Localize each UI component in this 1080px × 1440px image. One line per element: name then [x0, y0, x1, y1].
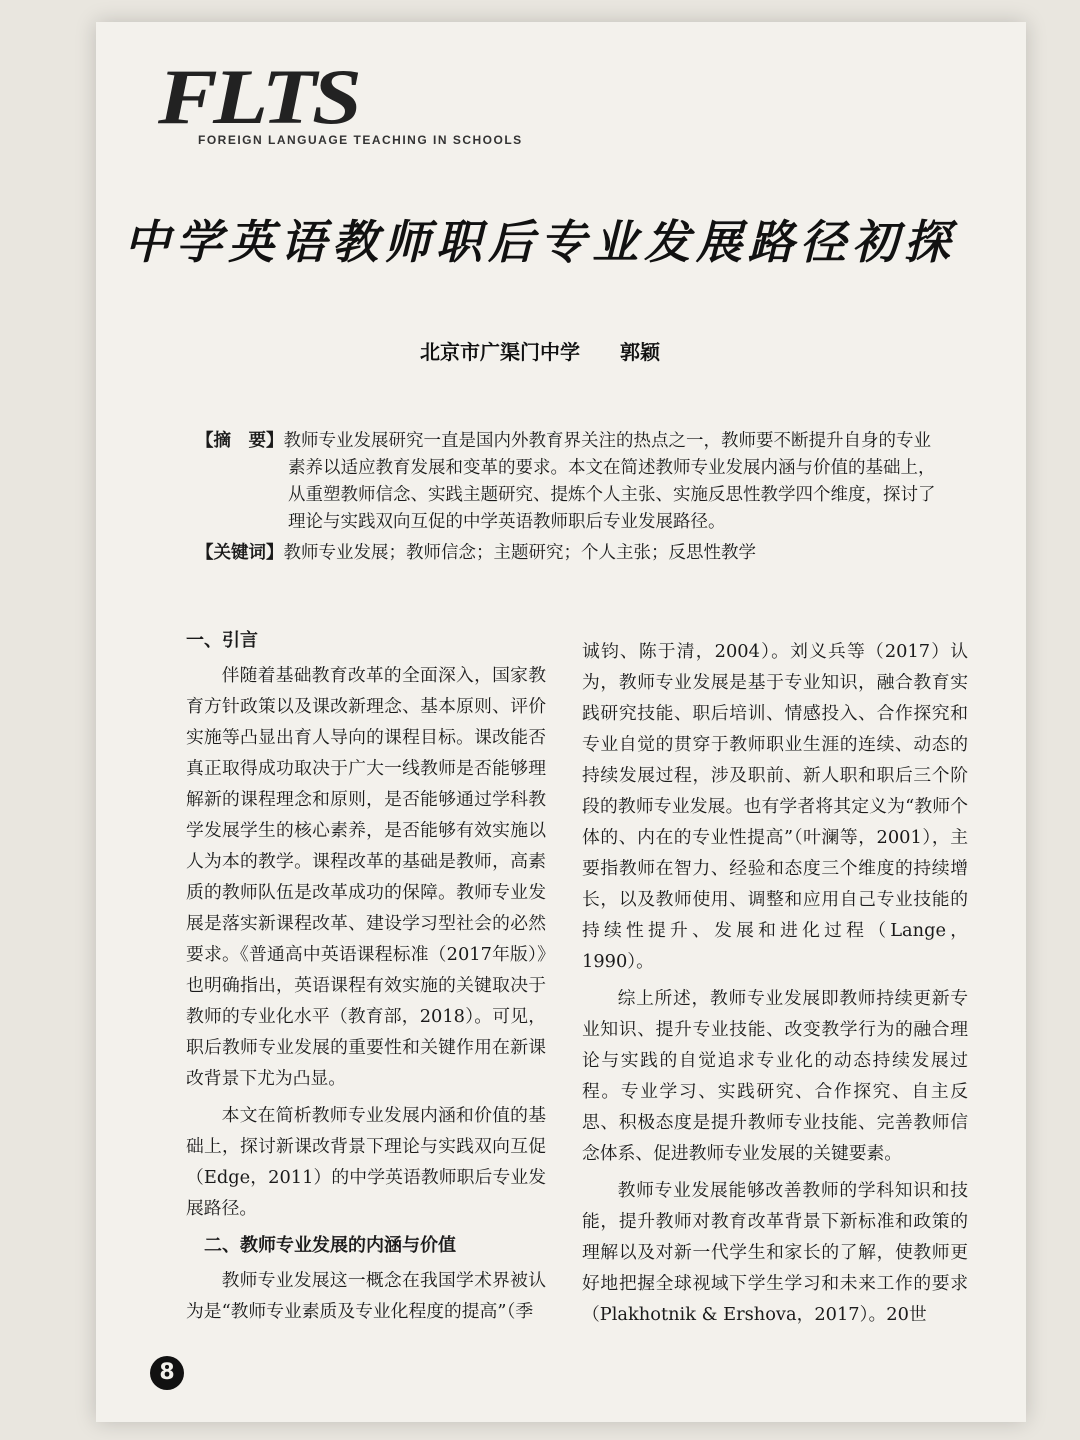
abstract-block	[196, 428, 936, 567]
logo-mark: FLTS	[158, 53, 358, 140]
keywords-tag: 【关键词】	[196, 543, 284, 563]
right-column	[582, 636, 968, 1336]
paragraph: 教师专业发展能够改善教师的学科知识和技能，提升教师对教育改革背景下新标准和政策的理解以及对新一代学生和家长的了解，使教师更好地把握全球视域下学生学习和未来工作的要求（Plakhotnik & Ershova，2017）。20世	[582, 1180, 968, 1325]
article-title: 中学英语教师职后专业发展路径初探	[124, 215, 956, 269]
keywords-text: 教师专业发展；教师信念；主题研究；个人主张；反思性教学	[283, 543, 756, 563]
paragraph: 诚钧、陈于清，2004）。刘义兵等（2017）认为，教师专业发展是基于专业知识，融合教育实践研究技能、职后培训、情感投入、合作探究和专业自觉的贯穿于教师职业生涯的连续、动态的持续发展过程，涉及职前、新人职和职后三个阶段的教师专业发展。也有学者将其定义为“教师个体的、内在的专业性提高”（叶澜等，2001），主要指教师在智力、经验和态度三个维度的持续增长，以及教师使用、调整和应用自己专业技能的持续性提升、发展和进化过程（Lange，1990）。	[582, 641, 968, 972]
paragraph: 教师专业发展这一概念在我国学术界被认为是“教师专业素质及专业化程度的提高”（季	[186, 1270, 546, 1322]
byline	[0, 336, 1080, 365]
section-heading-connotation: 二、教师专业发展的内涵与价值	[204, 1235, 456, 1256]
paragraph: 伴随着基础教育改革的全面深入，国家教育方针政策以及课改新理念、基本原则、评价实施等凸显出育人导向的课程目标。课改能否真正取得成功取决于广大一线教师是否能够理解新的课程理念和原则，是否能够通过学科教学发展学生的核心素养，是否能够有效实施以人为本的教学。课程改革的基础是教师，高素质的教师队伍是改革成功的保障。教师专业发展是落实新课程改革、建设学习型社会的必然要求。《普通高中英语课程标准（2017年版）》也明确指出，英语课程有效实施的关键取决于教师的专业化水平（教育部，2018）。可见，职后教师专业发展的重要性和关键作用在新课改背景下尤为凸显。	[186, 665, 546, 1089]
left-column	[186, 625, 546, 1333]
author-name: 郭颖	[620, 340, 660, 364]
author-affiliation: 北京市广渠门中学	[420, 340, 580, 364]
journal-logo	[158, 53, 588, 158]
abstract-text: 教师专业发展研究一直是国内外教育界关注的热点之一，教师要不断提升自身的专业素养以适应教育发展和变革的要求。本文在简述教师专业发展内涵与价值的基础上，从重塑教师信念、实践主题研究、提炼个人主张、实施反思性教学四个维度，探讨了理论与实践双向互促的中学英语教师职后专业发展路径。	[283, 431, 936, 532]
abstract-keywords	[196, 540, 936, 567]
page-number: 8	[150, 1356, 184, 1390]
paragraph: 综上所述，教师专业发展即教师持续更新专业知识、提升专业技能、改变教学行为的融合理论与实践的自觉追求专业化的动态持续发展过程。专业学习、实践研究、合作探究、自主反思、积极态度是提升教师专业技能、完善教师信念体系、促进教师专业发展的关键要素。	[582, 988, 968, 1164]
paragraph: 本文在简析教师专业发展内涵和价值的基础上，探讨新课改背景下理论与实践双向互促（Edge，2011）的中学英语教师职后专业发展路径。	[186, 1105, 546, 1219]
abstract-summary	[196, 428, 936, 536]
abstract-tag: 【摘 要】	[196, 431, 284, 451]
logo-subtitle: FOREIGN LANGUAGE TEACHING IN SCHOOLS	[198, 133, 523, 147]
section-heading-intro: 一、引言	[186, 630, 258, 651]
